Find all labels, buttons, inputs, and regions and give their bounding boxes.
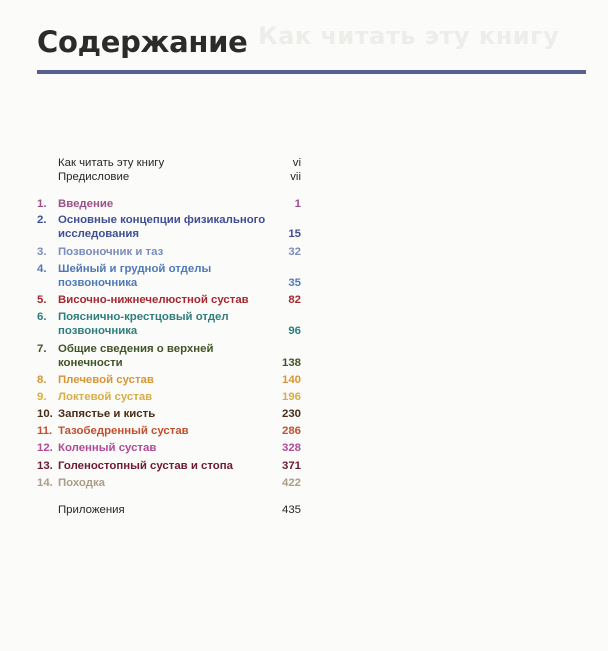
chapter-number: 6.	[37, 311, 47, 323]
toc-front-label: Предисловие	[58, 171, 130, 183]
chapter-page: 328	[281, 442, 301, 454]
toc-chapter-12[interactable]	[37, 441, 301, 455]
chapter-number: 9.	[37, 391, 47, 403]
chapter-page: 286	[281, 425, 301, 437]
chapter-number: 11.	[37, 425, 53, 437]
chapter-title: Основные концепции физикального исследования	[58, 214, 266, 240]
chapter-number: 5.	[37, 294, 47, 306]
chapter-title: Запястье и кисть	[58, 408, 156, 420]
toc-back-page: 435	[281, 504, 301, 516]
toc-chapter-9[interactable]	[37, 390, 301, 404]
toc-chapter-1[interactable]	[37, 197, 301, 211]
chapter-page: 82	[288, 294, 301, 306]
chapter-number: 14.	[37, 477, 53, 489]
chapter-page: 96	[288, 325, 301, 337]
chapter-page: 15	[288, 228, 301, 240]
chapter-title: Введение	[58, 198, 114, 210]
chapter-title: Плечевой сустав	[58, 374, 154, 386]
toc-chapter-6[interactable]	[37, 310, 301, 338]
toc-chapter-10[interactable]	[37, 407, 301, 421]
chapter-title: Общие сведения о верхней конечности	[58, 343, 214, 369]
chapter-title: Походка	[58, 477, 105, 489]
chapter-title: Височно-нижнечелюстной сустав	[58, 294, 249, 306]
chapter-page: 422	[281, 477, 301, 489]
toc-chapter-4[interactable]	[37, 262, 301, 290]
chapter-title: Позвоночник и таз	[58, 246, 164, 258]
chapter-page: 230	[281, 408, 301, 420]
chapter-page: 371	[281, 460, 301, 472]
chapter-title: Коленный сустав	[58, 442, 157, 454]
chapter-number: 10.	[37, 408, 53, 420]
chapter-page: 140	[281, 374, 301, 386]
toc-front-how-to-read[interactable]	[58, 156, 301, 170]
chapter-number: 12.	[37, 442, 53, 454]
toc-chapter-13[interactable]	[37, 459, 301, 473]
chapter-title: Шейный и грудной отделы позвоночника	[58, 263, 212, 289]
toc-chapter-5[interactable]	[37, 293, 301, 307]
toc-appendices[interactable]	[58, 503, 301, 517]
toc-chapter-14[interactable]	[37, 476, 301, 490]
chapter-page: 196	[281, 391, 301, 403]
chapter-page: 32	[288, 246, 301, 258]
chapter-number: 8.	[37, 374, 47, 386]
title-underline	[37, 70, 586, 74]
ghost-heading-bleedthrough: Как читать эту книгу	[258, 22, 560, 50]
toc-front-label: Как читать эту книгу	[58, 157, 165, 169]
chapter-page: 138	[281, 357, 301, 369]
chapter-title: Локтевой сустав	[58, 391, 153, 403]
chapter-number: 3.	[37, 246, 47, 258]
chapter-title: Тазобедренный сустав	[58, 425, 189, 437]
page-title: Содержание	[37, 25, 248, 59]
chapter-number: 1.	[37, 198, 47, 210]
toc-front-page: vi	[292, 157, 301, 169]
toc-back-label: Приложения	[58, 504, 125, 516]
chapter-page: 1	[294, 198, 301, 210]
chapter-number: 4.	[37, 263, 47, 275]
toc-front-preface[interactable]	[58, 170, 301, 184]
chapter-title: Голеностопный сустав и стопа	[58, 460, 233, 472]
toc-chapter-8[interactable]	[37, 373, 301, 387]
chapter-title: Пояснично-крестцовый отдел позвоночника	[58, 311, 229, 337]
toc-chapter-11[interactable]	[37, 424, 301, 438]
chapter-number: 7.	[37, 343, 47, 355]
toc-front-page: vii	[290, 171, 301, 183]
chapter-number: 2.	[37, 214, 47, 226]
chapter-number: 13.	[37, 460, 53, 472]
chapter-page: 35	[288, 277, 301, 289]
toc-chapter-2[interactable]	[37, 213, 301, 241]
toc-chapter-3[interactable]	[37, 245, 301, 259]
toc-chapter-7[interactable]	[37, 342, 301, 370]
